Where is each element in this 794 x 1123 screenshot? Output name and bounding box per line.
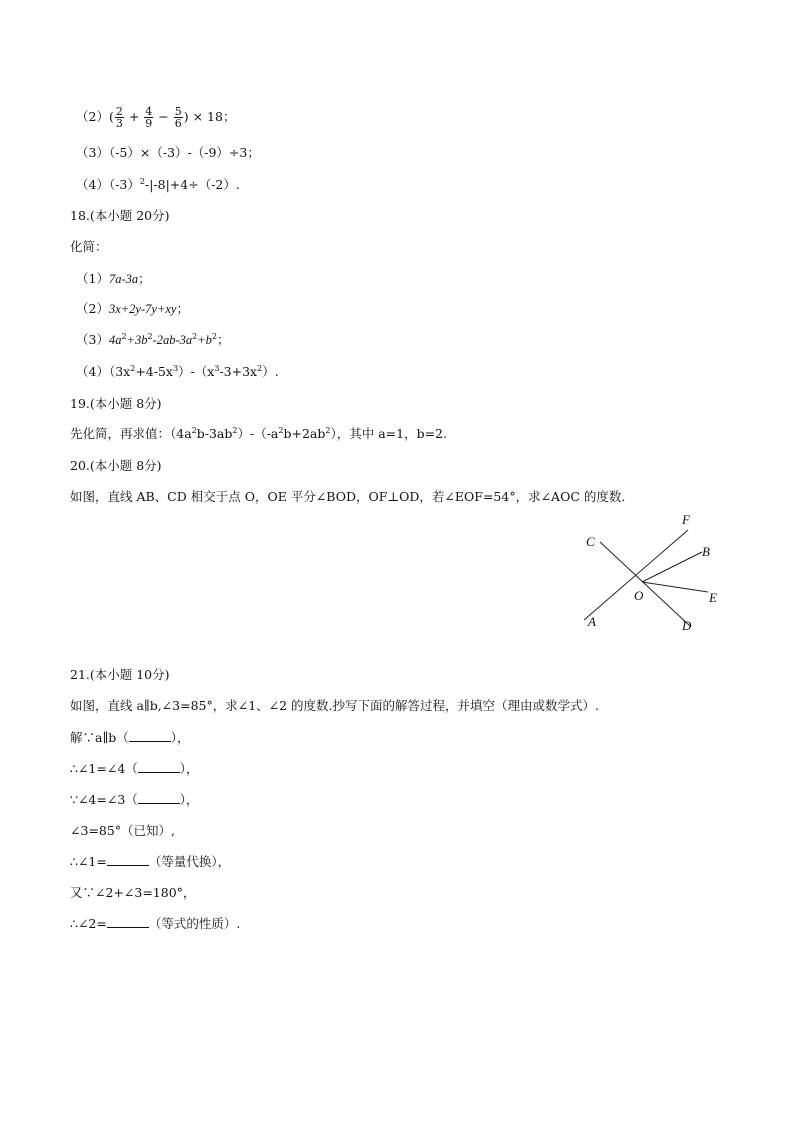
q21-step-2: ∴∠1=∠4（ ），: [70, 761, 199, 776]
q20-text: 如图，直线 AB、CD 相交于点 O，OE 平分∠BOD，OF⊥OD，若∠EOF=54°，求∠AOC 的度数．: [70, 489, 634, 504]
q17-item2: （2）( $\frac{2}{3}$ + $\frac{4}{9}$ − $\frac{5}{6}$ ) × 18；: [76, 105, 236, 130]
q17-item4: $(4)(-3)^2-|-8|+4\div(-2)$.: [76, 177, 240, 192]
line-AB-F: [584, 530, 688, 620]
q18-header: 18.(本小题 20分): [70, 208, 170, 223]
q18-item2: （2）3x+2y-7y+xy；: [76, 301, 189, 316]
q20-header: 20.(本小题 8分): [70, 458, 162, 473]
fraction-4-9: $\frac{4}{9}$: [145, 105, 153, 130]
q21-step-6: 又∵∠2+∠3=180°，: [70, 885, 196, 900]
angle-diagram: [570, 508, 730, 640]
q21-text: 如图，直线 a∥b,∠3=85°，求∠1、∠2 的度数.抄写下面的解答过程，并填空（理由或数学式）.: [70, 698, 600, 713]
answer-blank[interactable]: [129, 741, 171, 742]
q21-step-5: ∴∠1= （等量代换），: [70, 854, 231, 869]
label-O: O: [634, 588, 644, 603]
line-CD: [600, 542, 690, 626]
answer-blank[interactable]: [138, 803, 180, 804]
q18-item1: （1）7a-3a；: [76, 271, 151, 286]
fraction-2-3: $\frac{2}{3}$: [115, 105, 123, 130]
label-C: C: [586, 534, 595, 549]
label-D: D: [682, 618, 692, 633]
answer-blank[interactable]: [107, 865, 149, 866]
q21-step-7: ∴∠2= （等式的性质）.: [70, 916, 241, 931]
answer-blank[interactable]: [138, 772, 180, 773]
q18-item3: $(3)4a^2+3b^2-2ab-3a^2+b^2$；: [76, 332, 230, 347]
label-B: B: [702, 544, 710, 559]
q21-step-4: ∠3=85°（已知）,: [70, 823, 176, 838]
q18-item4: $(4)(3x^2+4-5x^3)-(x^3-3+3x^2)$.: [76, 364, 279, 379]
label-E: E: [709, 590, 717, 605]
answer-blank[interactable]: [107, 927, 149, 928]
ray-OB: [642, 552, 702, 582]
label-A: A: [588, 614, 596, 629]
q21-step-1: 解∵a∥b（ ），: [70, 730, 190, 745]
label-F: F: [682, 512, 690, 527]
q19-header: 19.(本小题 8分): [70, 396, 162, 411]
fraction-5-6: $\frac{5}{6}$: [174, 105, 182, 130]
q19-text: 先化简，再求值：$(4a^2b-3ab^2)-(-a^2b+2ab^2)$，其中 a=1，b=2.: [70, 426, 447, 441]
q21-header: 21.(本小题 10分): [70, 667, 170, 682]
q18-intro: 化简：: [70, 239, 108, 254]
q21-step-3: ∵∠4=∠3（ ），: [70, 792, 199, 807]
q17-item3: （3）（-5）×（-3）-（-9）÷3；: [76, 145, 260, 160]
q17-item2-index: （2）: [76, 109, 109, 124]
